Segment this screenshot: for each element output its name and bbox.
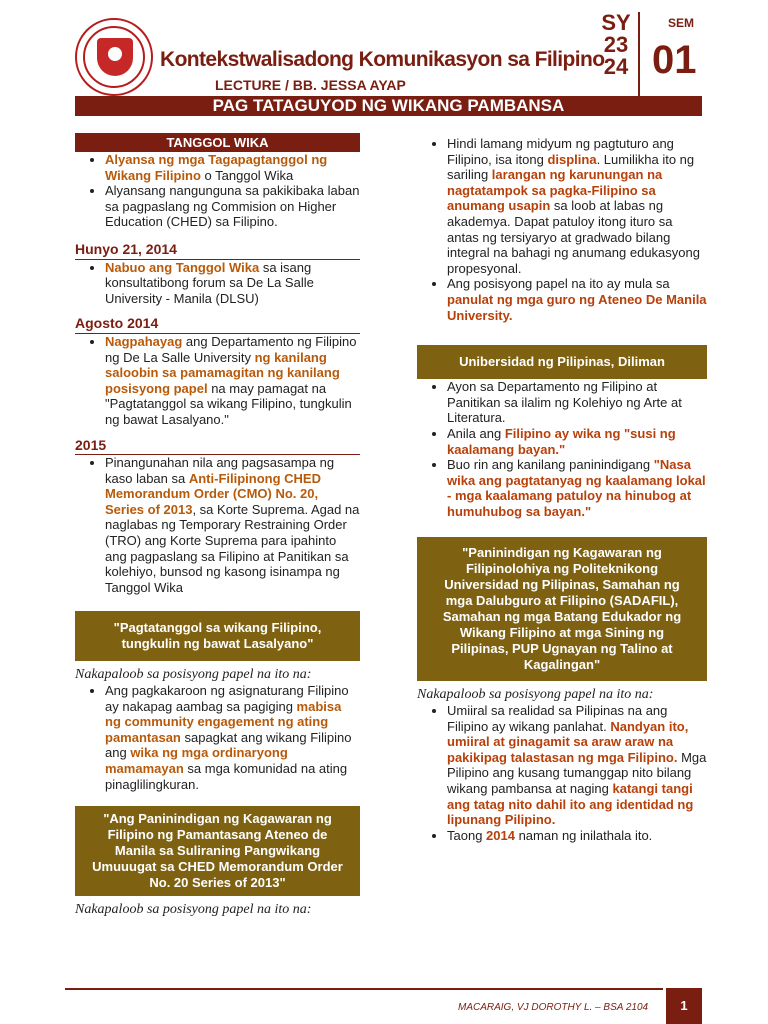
- page-banner: PAG TATAGUYOD NG WIKANG PAMBANSA: [75, 96, 702, 116]
- note-line: Nakapaloob sa posisyong papel na ito na:: [75, 902, 312, 918]
- school-year: SY 23 24: [601, 10, 631, 79]
- left-column: [75, 133, 360, 918]
- header-divider: [638, 12, 640, 96]
- heading-hunyo: Hunyo 21, 2014: [75, 242, 360, 260]
- quote-box-pup: "Paninindigan ng Kagawaran ng Filipinolohiya ng Politeknikong Universidad ng Pilipinas, Samahan ng mga Dalubguro at Filipino (SADAFIL), Samahan ng mga Batang Edukador ng Wikang Filipino at mga Sining ng Pilipinas, PUP Ugnayan ng Talino at Kagalingan": [417, 537, 707, 681]
- sem-number: 01: [652, 38, 697, 82]
- tanggol-wika-title: TANGGOL WIKA: [75, 133, 360, 152]
- heading-agosto: Agosto 2014: [75, 316, 360, 334]
- footer-author: MACARAIG, VJ DOROTHY L. – BSA 2104: [458, 1002, 649, 1013]
- page-number: 1: [666, 988, 702, 1024]
- list-item: • Anila ang Filipino ay wika ng "susi ng kaalamang bayan.": [447, 426, 707, 457]
- note-line: Nakapaloob sa posisyong papel na ito na:: [417, 687, 654, 703]
- list-item: • Alyansang nangunguna sa pakikibaka laban sa pagpaslang ng Commision on Higher Education (CHED) sa Filipino.: [105, 183, 360, 230]
- list-item: • Nagpahayag ang Departamento ng Filipino ng De La Salle University ng kanilang saloobin sa pamamagitan ng kanilang posisyong papel na may pamagat na "Pagtatanggol sa wikang Filipino, tungkulin ng bawat Lasalyano.": [105, 334, 360, 428]
- list-item: • Ang pagkakaroon ng asignaturang Filipino ay nakapag aambag sa pagiging mabisa ng community engagement ng ating pamantasan sapagkat ang wikang Filipino ang wika ng mga ordinaryong mamamayan sa mga komunidad na ating pinaglilingkuran.: [105, 683, 360, 792]
- list-item: • Pinangunahan nila ang pagsasampa ng kaso laban sa Anti-Filipinong CHED Memorandum Order (CMO) No. 20, Series of 2013, sa Korte Suprema. Agad na naglabas ng Temporary Restraining Order (TRO) ang Korte Suprema para ipahinto ang pagpaslang sa Filipino at Panitikan sa kolehiyo, bunsod ng kasong isinampa ng Tanggol Wika: [105, 455, 360, 595]
- course-title: Kontekstwalisadong Komunikasyon sa Filipino: [160, 48, 605, 71]
- university-seal-icon: [75, 18, 153, 96]
- list-item: • Nabuo ang Tanggol Wika sa isang konsultatibong forum sa De La Salle University - Manila (DLSU): [105, 260, 360, 307]
- quote-box-lasalle: "Pagtatanggol sa wikang Filipino, tungkulin ng bawat Lasalyano": [75, 611, 360, 661]
- note-line: Nakapaloob sa posisyong papel na ito na:: [75, 667, 312, 683]
- list-item: • Ang posisyong papel na ito ay mula sa panulat ng mga guro ng Ateneo De Manila University.: [447, 276, 707, 323]
- list-item: • Umiiral sa realidad sa Pilipinas na ang Filipino ay wikang panlahat. Nandyan ito, umiiral at ginagamit sa araw araw na pakikipag talastasan ng mga Filipino. Mga Pilipino ang kusang tumanggap nito bilang wikang pambansa at naging katangi tangi ang tatag nito dahil ito ang identidad ng lipunang Pilipino.: [447, 703, 707, 828]
- list-item: • Taong 2014 naman ng inilathala ito.: [447, 828, 707, 844]
- quote-box-ateneo: "Ang Paninindigan ng Kagawaran ng Filipino ng Pamantasang Ateneo de Manila sa Suliraning Pangwikang Umuuugat sa CHED Memorandum Order No. 20 Series of 2013": [75, 806, 360, 896]
- list-item: • Ayon sa Departamento ng Filipino at Panitikan sa ilalim ng Kolehiyo ng Arte at Literatura.: [447, 379, 707, 426]
- list-item: • Alyansa ng mga Tagapagtanggol ng Wikang Filipino o Tanggol Wika: [105, 152, 360, 183]
- up-diliman-title: Unibersidad ng Pilipinas, Diliman: [417, 345, 707, 379]
- list-item: • Hindi lamang midyum ng pagtuturo ang Filipino, isa itong displina. Lumilikha ito ng sariling larangan ng karunungan na nagtatampok sa pagka-Filipino sa anumang usapin sa loob at labas ng akademya. Dapat patuloy itong ituro sa antas ng tersiyaryo at gradwado bilang integral na bahagi ng anumang edukasyong propesyonal.: [447, 136, 707, 276]
- heading-2015: 2015: [75, 438, 360, 456]
- lecture-line: LECTURE / BB. JESSA AYAP: [215, 77, 406, 93]
- sem-label: SEM: [668, 16, 695, 30]
- footer-rule: [65, 988, 663, 990]
- list-item: • Buo rin ang kanilang paninindigang "Nasa wika ang pagtatanyag ng kaalamang lokal - mga kaalamang patuloy na hinubog at humuhubog sa bayan.": [447, 457, 707, 519]
- right-column: [417, 136, 707, 843]
